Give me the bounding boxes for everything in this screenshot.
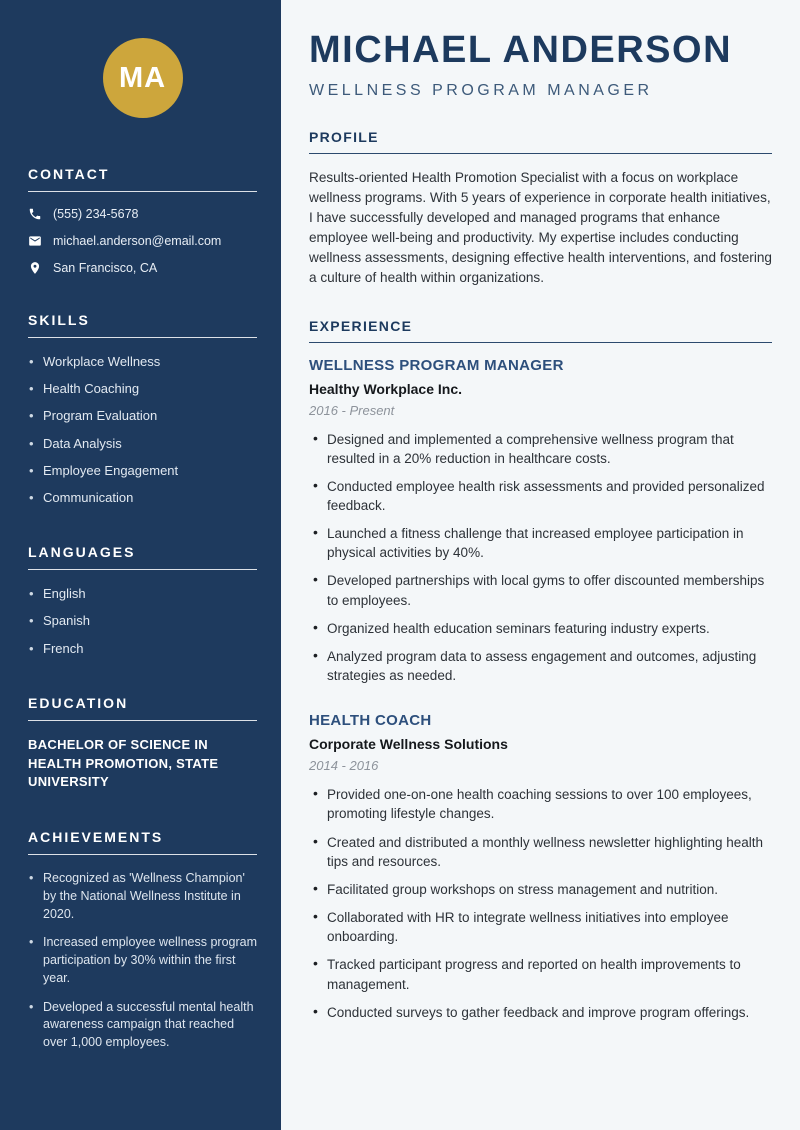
job-entry xyxy=(309,357,772,686)
job-title: WELLNESS PROGRAM MANAGER xyxy=(309,356,564,374)
education-heading: EDUCATION xyxy=(28,695,257,721)
contact-email-text: michael.anderson@email.com xyxy=(53,234,222,248)
skill-item: • Program Evaluation xyxy=(28,407,257,425)
main-content xyxy=(281,0,800,1130)
job-title: HEALTH COACH xyxy=(309,712,432,730)
job-dates: 2016 - Present xyxy=(309,402,395,418)
achievement-item: • Recognized as 'Wellness Champion' by the National Wellness Institute in 2020. xyxy=(28,870,257,923)
avatar xyxy=(103,38,183,118)
job-bullet: • Conducted surveys to gather feedback and improve program offerings. xyxy=(309,1003,772,1022)
job-entry xyxy=(309,712,772,1022)
contact-phone-text: (555) 234-5678 xyxy=(53,207,139,221)
achievement-item: • Increased employee wellness program participation by 30% within the first year. xyxy=(28,934,257,987)
contact-section xyxy=(28,166,257,275)
job-company: Healthy Workplace Inc. xyxy=(309,380,463,397)
achievements-list xyxy=(28,870,257,1052)
contact-location-text: San Francisco, CA xyxy=(53,261,158,275)
avatar-initials: MA xyxy=(118,61,167,94)
job-bullet: • Tracked participant progress and reported on health improvements to management. xyxy=(309,955,772,993)
job-bullet-list xyxy=(309,785,772,1022)
skill-item: • Data Analysis xyxy=(28,435,257,453)
contact-phone-row xyxy=(28,207,257,221)
profile-heading: PROFILE xyxy=(309,129,772,154)
languages-list xyxy=(28,585,257,658)
skill-item: • Health Coaching xyxy=(28,380,257,398)
phone-icon xyxy=(28,207,42,221)
achievements-heading: ACHIEVEMENTS xyxy=(28,829,257,855)
education-section xyxy=(28,695,257,793)
language-item: • English xyxy=(28,585,257,603)
contact-heading: CONTACT xyxy=(28,166,257,192)
job-bullet: • Launched a fitness challenge that increased employee participation in physical activities by 40%. xyxy=(309,524,772,562)
skills-list xyxy=(28,353,257,507)
skills-section xyxy=(28,312,257,507)
profile-text: Results-oriented Health Promotion Specialist with a focus on workplace wellness programs. With 5 years of experience in corporate health initiatives, I have successfully developed and managed programs that enhance employee well-being and productivity. My expertise includes conducting wellness assessments, designing effective health interventions, and fostering a culture of health within organizations. xyxy=(309,169,772,286)
job-bullet-list xyxy=(309,430,772,686)
languages-heading: LANGUAGES xyxy=(28,544,257,570)
job-dates: 2014 - 2016 xyxy=(309,758,379,774)
profile-section xyxy=(309,129,772,289)
job-bullet: • Organized health education seminars featuring industry experts. xyxy=(309,619,772,638)
language-item: • Spanish xyxy=(28,612,257,630)
languages-section xyxy=(28,544,257,658)
experience-section xyxy=(309,318,772,1022)
person-title: WELLNESS PROGRAM MANAGER xyxy=(309,81,653,99)
email-icon xyxy=(28,234,42,248)
job-bullet: • Designed and implemented a comprehensive wellness program that resulted in a 20% reduction in healthcare costs. xyxy=(309,430,772,468)
job-bullet: • Provided one-on-one health coaching sessions to over 100 employees, promoting lifestyle changes. xyxy=(309,785,772,823)
language-item: • French xyxy=(28,640,257,658)
skill-item: • Employee Engagement xyxy=(28,462,257,480)
job-bullet: • Created and distributed a monthly wellness newsletter highlighting health tips and resources. xyxy=(309,833,772,871)
sidebar xyxy=(0,0,281,1130)
job-bullet: • Facilitated group workshops on stress management and nutrition. xyxy=(309,880,772,899)
job-bullet: • Analyzed program data to assess engagement and outcomes, adjusting strategies as needed. xyxy=(309,647,772,685)
achievements-section xyxy=(28,829,257,1052)
person-name: MICHAEL ANDERSON xyxy=(309,29,733,71)
achievement-item: • Developed a successful mental health awareness campaign that reached over 1,000 employees. xyxy=(28,999,257,1052)
skill-item: • Communication xyxy=(28,489,257,507)
location-icon xyxy=(28,261,42,275)
job-bullet: • Collaborated with HR to integrate wellness initiatives into employee onboarding. xyxy=(309,908,772,946)
job-bullet: • Conducted employee health risk assessments and provided personalized feedback. xyxy=(309,477,772,515)
skills-heading: SKILLS xyxy=(28,312,257,338)
skill-item: • Workplace Wellness xyxy=(28,353,257,371)
contact-location-row xyxy=(28,261,257,275)
experience-heading: EXPERIENCE xyxy=(309,318,772,343)
education-degree: BACHELOR OF SCIENCE IN HEALTH PROMOTION, STATE UNIVERSITY xyxy=(28,736,219,790)
job-bullet: • Developed partnerships with local gyms to offer discounted memberships to employees. xyxy=(309,571,772,609)
job-company: Corporate Wellness Solutions xyxy=(309,736,508,753)
contact-email-row xyxy=(28,234,257,248)
